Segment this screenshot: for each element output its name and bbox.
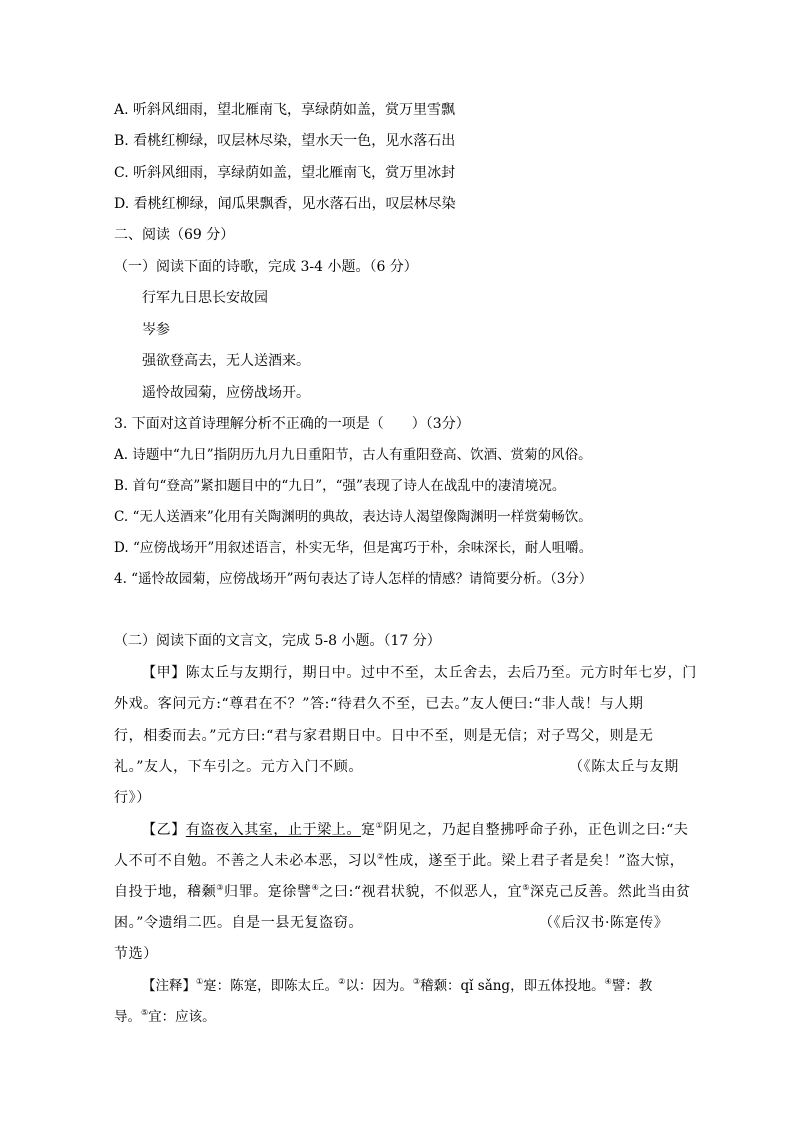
note-text: 宜：应该。 [148,1009,216,1025]
option-text: 看桃红柳绿，闻瓜果飘香，见水落石出，叹层林尽染 [133,196,456,212]
poem-line-1: 强欲登高去，无人送酒来。 [142,353,310,369]
yi-line-2 [114,852,684,870]
yi-line-4: 困。”令遗绢二匹。自是一县无复盗窃。 [114,915,363,931]
option-text: “无人送酒来”化用有关陶渊明的典故，表达诗人渴望像陶渊明一样赏菊畅饮。 [132,509,592,525]
poem-line-2: 遥怜故园菊，应傍战场开。 [142,385,310,401]
yi-label: 【乙】 [142,822,186,838]
q3-option-a [114,446,592,464]
option-label: D. [114,540,129,556]
note-text: 以：因为。 [345,978,413,994]
yi-line-1 [142,821,688,839]
q3-option-c [114,508,592,526]
jia-source-cont: 行》） [114,790,151,806]
notes-line-1 [142,977,652,995]
jia-line-1: 【甲】陈太丘与友期行，期日中。过中不至，太丘舍去，去后乃至。元方时年七岁，门 [142,665,697,681]
yi-line-3 [114,883,691,901]
q2-option-a [114,101,455,119]
option-text: 听斜风细雨，望北雁南飞，享绿荫如盖，赏万里雪飘 [133,102,456,118]
poem-author: 岑参 [142,322,170,338]
q2-option-d [114,195,456,213]
yi-text: 阴见之，乃起自整拂呼命子孙，正色训之曰:“夫 [383,822,689,838]
option-label: A. [114,102,129,118]
note-mark: ② [338,977,346,986]
jia-source: （《陈太丘与友期 [569,759,679,775]
note-text: 譬：教 [611,978,653,994]
jia-line-3: 行，相委而去。”元方曰:“君与家君期日中。日中不至，则是无信；对子骂父，则是无 [114,728,654,744]
option-text: 看桃红柳绿，叹层林尽染，望水天一色，见水落石出 [133,133,456,149]
note-mark: ③ [412,977,421,986]
note-mark: ① [196,977,204,986]
note-mark: ④ [311,883,320,892]
option-label: C. [114,165,129,181]
yi-text: 人不可不自勉。不善之人未必本恶，习以 [114,853,377,869]
note-mark: ① [375,821,384,830]
note-mark: ③ [216,883,224,892]
jia-line-2: 外戏。客问元方:“尊君在不？”答:“待君久不至，已去。”友人便曰:“非人哉！与人期 [114,696,644,712]
q3-stem: 3. 下面对这首诗理解分析不正确的一项是（ ）（3分） [114,416,470,432]
notes-line-2 [114,1008,216,1026]
note-text: 导。 [114,1009,141,1025]
notes-label: 【注释】 [142,978,196,994]
q2-option-c [114,164,455,182]
note-mark: ④ [604,977,612,986]
part1-header: （一）阅读下面的诗歌，完成 3-4 小题。（6 分） [114,259,418,275]
yi-text: 自投于地，稽颡 [114,884,217,900]
yi-text: 归罪。寔徐譬 [223,884,312,900]
q3-option-d [114,539,592,557]
note-mark: ⑤ [522,883,531,892]
note-mark: ② [376,852,385,861]
q3-option-b [114,477,565,495]
yi-underlined-sentence: 有盗夜入其室，止于梁上。 [185,822,362,838]
yi-source-cont: 节选） [114,946,158,962]
note-text: 稽颡：qǐ sǎng，即五体投地。 [420,978,605,994]
yi-source: （《后汉书·陈寔传》 [539,915,669,931]
option-label: A. [114,447,129,463]
option-text: 诗题中“九日”指阴历九月九日重阳节，古人有重阳登高、饮酒、赏菊的风俗。 [132,447,592,463]
option-text: “应傍战场开”用叙述语言，朴实无华，但是寓巧于朴，余味深长，耐人咀嚼。 [132,540,593,556]
poem-title: 行军九日思长安故园 [142,290,268,306]
note-mark: ⑤ [141,1008,149,1017]
yi-text: 深克己反善。然此当由贫 [530,884,691,900]
option-label: B. [114,478,129,494]
option-label: D. [114,196,130,212]
yi-text: 寔 [361,822,376,838]
q4-stem: 4. “遥怜故园菊，应傍战场开”两句表达了诗人怎样的情感？请简要分析。（3分） [114,571,593,587]
option-label: B. [114,133,129,149]
q2-option-b [114,132,455,150]
option-text: 首句“登高”紧扣题目中的“九日”，“强”表现了诗人在战乱中的凄清境况。 [132,478,566,494]
yi-text: 之曰:“视君状貌，不似恶人，宜 [319,884,523,900]
option-label: C. [114,509,129,525]
note-text: 寔：陈寔，即陈太丘。 [203,978,339,994]
option-text: 听斜风细雨，享绿荫如盖，望北雁南飞，赏万里冰封 [133,165,456,181]
jia-line-4: 礼。”友人，下车引之。元方入门不顾。 [114,759,363,775]
yi-text: 性成，遂至于此。梁上君子者是矣！”盗大惊， [384,853,685,869]
part2-header: （二）阅读下面的文言文，完成 5-8 小题。（17 分） [114,633,441,649]
section-title: 二、阅读（69 分） [114,227,235,243]
